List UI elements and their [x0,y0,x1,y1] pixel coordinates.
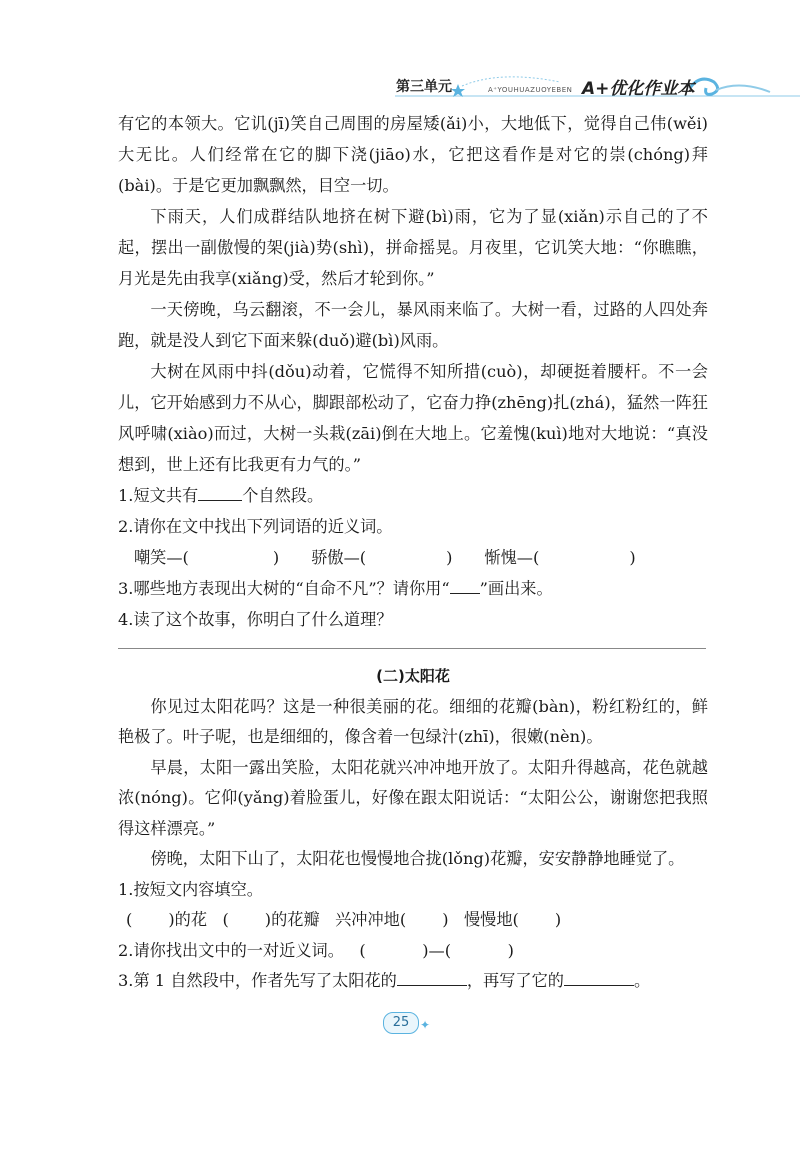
question-1: 1.按短文内容填空。 [118,879,263,899]
answer-blank[interactable] [564,968,634,986]
question-text: 3.哪些地方表现出大树的“自命不凡”？请你用“ [118,579,450,598]
answer-blank[interactable] [198,483,242,501]
question-1 [118,480,708,511]
question-text: 。 [633,971,651,990]
paragraph: 早晨，太阳一露出笑脸，太阳花就兴冲冲地开放了。太阳升得越高，花色就越浓(nóng)。它仰(yǎng)着脸蛋儿，好像在跟太阳说话：“太阳公公，谢谢您把我照得这样漂亮。” [118,757,708,838]
paragraph: 一天傍晚，乌云翻滚，不一会儿，暴风雨来临了。大树一看，过路的人四处奔跑，就是没人到它下面来躲(duǒ)避(bì)风雨。 [118,300,708,350]
vocab-paren: ) [446,548,453,567]
question-3 [118,966,708,997]
question-text: 个自然段。 [242,486,324,505]
section-title: (二)太阳花 [376,667,450,685]
vocab-answer-blank[interactable] [539,542,629,573]
page-number: 25 [383,1012,419,1034]
answer-blank[interactable] [397,968,467,986]
vocab-answer-blank[interactable] [189,542,273,573]
vocab-item: 骄傲—( [311,548,367,567]
underline-sample [450,576,480,594]
spacer [452,542,484,573]
question-4: 4.读了这个故事，你明白了什么道理？ [118,610,393,629]
paragraph: 傍晚，太阳下山了，太阳花也慢慢地合拢(lǒng)花瓣，安安静静地睡觉了。 [150,849,685,868]
fill-blanks-row[interactable]: ( )的花 ( )的花瓣 兴冲冲地( ) 慢慢地( ) [126,910,562,929]
paragraph: 下雨天，人们成群结队地挤在树下避(bì)雨，它为了显(xiǎn)示自己的了不起，摆出一副傲慢的架(jià)势(shì)，拼命摇晃。月夜里，它讥笑大地：“你瞧瞧，月光是先由我享(xiǎng)受，然后才轮到你。” [118,207,708,288]
vocab-answer-blank[interactable] [366,542,446,573]
question-text: 3.第 1 自然段中，作者先写了太阳花的 [118,971,397,990]
question-2: 2.请你找出文中的一对近义词。 ( )—( ) [118,940,514,960]
vocab-paren: ) [272,548,280,567]
series-title: A+优化作业本 [582,79,695,99]
vocab-paren: ) [629,548,636,567]
question-text: ”画出来。 [479,579,553,598]
question-text: ，再写了它的 [466,971,564,990]
section-divider [118,648,706,649]
question-2: 2.请你在文中找出下列词语的近义词。 [118,517,393,536]
series-pinyin: A⁺YOUHUAZUOYEBEN [488,86,573,94]
spacer [279,542,311,573]
paragraph: 大树在风雨中抖(dǒu)动着，它慌得不知所措(cuò)，却硬挺着腰杆。不一会儿，它开始感到力不从心，脚跟部松动了，它奋力挣(zhēng)扎(zhá)，猛然一阵狂风呼啸(xiào)而过，大树一头栽(zāi)倒在大地上。它羞愧(kuì)地对大地说：“真没想到，世上还有比我更有力气的。” [118,362,708,474]
passage-two [118,661,708,997]
vocab-item: 嘲笑—( [134,548,189,567]
vocab-row [118,542,708,573]
unit-label: 第三单元 [396,79,452,95]
question-3 [118,573,708,604]
page-header [0,0,800,110]
question-text: 1.短文共有 [118,486,199,505]
vocab-item: 惭愧—( [484,548,540,567]
star-icon: ✦ [420,1018,431,1032]
passage-one [118,108,708,635]
paragraph: 有它的本领大。它讥(jī)笑自己周围的房屋矮(ǎi)小，大地低下，觉得自己伟(wěi)大无比。人们经常在它的脚下浇(jiāo)水，它把这看作是对它的崇(chóng)拜(bài)。于是它更加飘飘然，目空一切。 [118,114,708,195]
paragraph: 你见过太阳花吗？这是一种很美丽的花。细细的花瓣(bàn)，粉红粉红的，鲜艳极了。叶子呢，也是细细的，像含着一包绿汁(zhī)，很嫩(nèn)。 [118,696,708,746]
